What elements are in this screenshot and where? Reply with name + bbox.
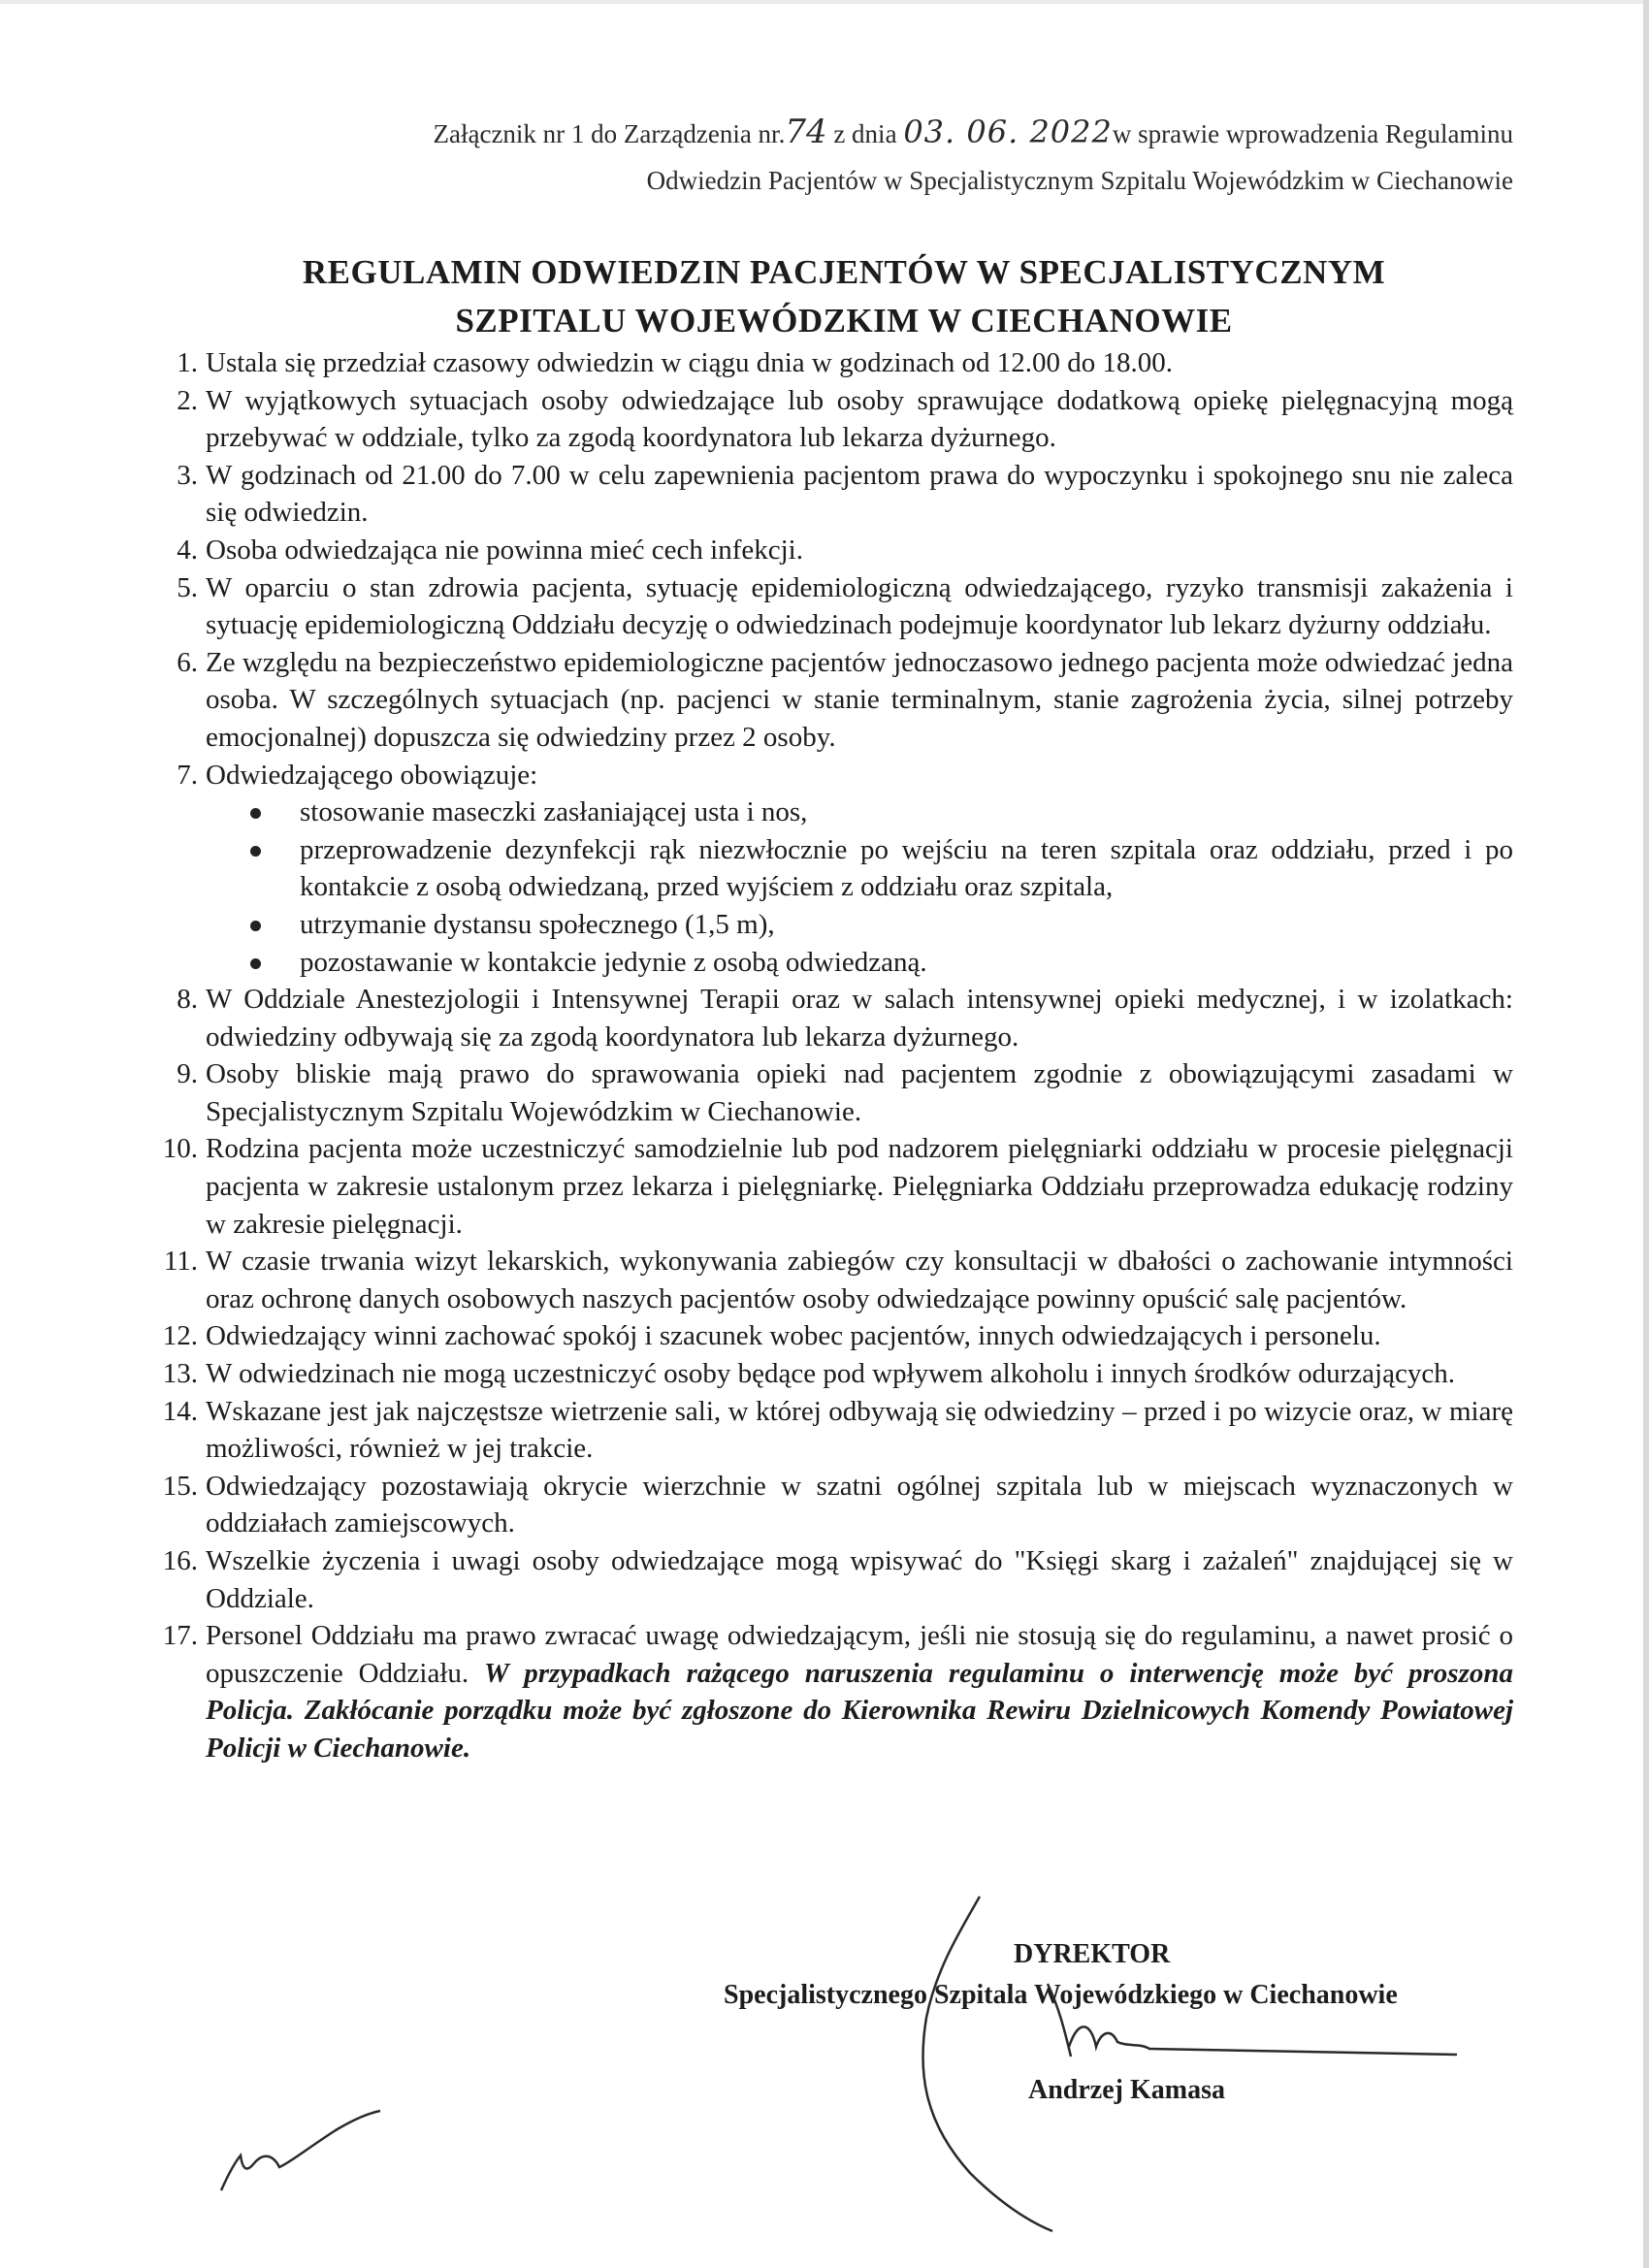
signature-name: Andrzej Kamasa <box>1028 2075 1225 2105</box>
rule-text: Osoby bliskie mają prawo do sprawowania opieki nad pacjentem zgodnie z obowiązującymi zasadami w Specjalistycznym Szpitalu Wojewódzkim w Ciechanowie. <box>206 1058 1513 1127</box>
rule-text: Wskazane jest jak najczęstsze wietrzenie sali, w której odbywają się odwiedziny – przed i po wizycie oraz, w miarę możliwości, również w jej trakcie. <box>206 1395 1513 1465</box>
bullet-text: utrzymanie dystansu społecznego (1,5 m), <box>300 908 775 940</box>
header-line-2: Odwiedzin Pacjentów w Specjalistycznym Szpitalu Wojewódzkim w Ciechanowie <box>646 166 1513 195</box>
rule-number: 12. <box>162 1320 198 1352</box>
handwritten-date: 03. 06. 2022 <box>903 113 1113 150</box>
rule-number: 10. <box>162 1133 198 1165</box>
rule-number: 1. <box>177 347 198 378</box>
title-line-2: SZPITALU WOJEWÓDZKIM W CIECHANOWIE <box>455 302 1233 340</box>
rule-number: 17. <box>162 1620 198 1652</box>
rule-text: Rodzina pacjenta może uczestniczyć samodzielnie lub pod nadzorem pielęgniarki oddziału w procesie pielęgnacji pacjenta w zakresie ustalonym przez lekarza i pielęgniarkę. Pielęgniarka Oddziału przeprowadza edukację rodziny w zakresie pielęgnacji. <box>206 1133 1513 1240</box>
signature-title: DYREKTOR <box>1014 1939 1171 1969</box>
bullet-text: przeprowadzenie dezynfekcji rąk niezwłocznie po wejściu na teren szpitala oraz oddziału, przed i po kontakcie z osobą odwiedzaną, przed wyjściem z oddziału oraz szpitala, <box>300 833 1513 903</box>
rule-text: W Oddziale Anestezjologii i Intensywnej Terapii oraz w salach intensywnej opieki medycznej, i w izolatkach: odwiedziny odbywają się za zgodą koordynatora lub lekarza dyżurnego. <box>206 984 1513 1053</box>
rule-number: 16. <box>162 1545 198 1576</box>
bullet-text: pozostawanie w kontakcie jedynie z osobą odwiedzaną. <box>300 946 927 978</box>
rule-number: 6. <box>177 646 198 678</box>
rule-text: Odwiedzającego obowiązuje: <box>206 759 538 791</box>
rule-text: Odwiedzający winni zachować spokój i szacunek wobec pacjentów, innych odwiedzających i personelu. <box>206 1320 1381 1352</box>
handwritten-order-number: 74 <box>785 113 827 151</box>
rule-number: 11. <box>163 1246 198 1278</box>
title-line-1: REGULAMIN ODWIEDZIN PACJENTÓW W SPECJALISTYCZNYM <box>302 253 1386 291</box>
rule-number: 15. <box>162 1470 198 1502</box>
rule-text: W godzinach od 21.00 do 7.00 w celu zapewnienia pacjentom prawa do wypoczynku i spokojnego snu nie zaleca się odwiedzin. <box>206 459 1513 529</box>
rule-text: Osoba odwiedzająca nie powinna mieć cech infekcji. <box>206 534 803 566</box>
rule-text: Ustala się przedział czasowy odwiedzin w ciągu dnia w godzinach od 12.00 do 18.00. <box>206 347 1173 378</box>
rule-number: 3. <box>177 459 198 491</box>
rule-number: 7. <box>177 759 198 791</box>
rule-text: Ze względu na bezpieczeństwo epidemiologiczne pacjentów jednoczasowo jednego pacjenta może odwiedzać jedna osoba. W szczególnych sytuacjach (np. pacjenci w stanie terminalnym, stanie zagrożenia życia, silnej potrzeby emocjonalnej) dopuszcza się odwiedziny przez 2 osoby. <box>206 646 1513 753</box>
header-prefix: Załącznik nr 1 do Zarządzenia nr. <box>433 119 786 148</box>
rule-number: 4. <box>177 534 198 566</box>
rule-text: W czasie trwania wizyt lekarskich, wykonywania zabiegów czy konsultacji w dbałości o zachowanie intymności oraz ochronę danych osobowych naszych pacjentów osoby odwiedzające powinny opuścić salę pacjentów. <box>206 1246 1513 1314</box>
rule-number: 13. <box>162 1358 198 1390</box>
rule-text: W oparciu o stan zdrowia pacjenta, sytuację epidemiologiczną odwiedzającego, ryzyko transmisji zakażenia i sytuację epidemiologiczną Oddziału decyzję o odwiedzinach podejmuje koordynator lub lekarz dyżurny oddziału. <box>206 571 1513 641</box>
rule-text: Odwiedzający pozostawiają okrycie wierzchnie w szatni ogólnej szpitala lub w miejscach wyznaczonych w oddziałach zamiejscowych. <box>206 1470 1513 1539</box>
header-suffix: w sprawie wprowadzenia Regulaminu <box>1112 119 1513 148</box>
rule-text: Wszelkie życzenia i uwagi osoby odwiedzające mogą wpisywać do "Księgi skarg i zażaleń" znajdującej się w Oddziale. <box>206 1545 1513 1614</box>
rule-text: W wyjątkowych sytuacjach osoby odwiedzające lub osoby sprawujące dodatkową opiekę pielęgnacyjną mogą przebywać w oddziale, tylko za zgodą koordynatora lub lekarza dyżurnego. <box>206 384 1513 454</box>
bullet-text: stosowanie maseczki zasłaniającej usta i nos, <box>300 796 808 828</box>
header-date-label: z dnia <box>826 119 904 148</box>
rule-number: 2. <box>177 384 198 416</box>
signature-organization: Specjalistycznego Szpitala Wojewódzkiego w Ciechanowie <box>724 1980 1398 2010</box>
rule-text: W odwiedzinach nie mogą uczestniczyć osoby będące pod wpływem alkoholu i innych środków odurzających. <box>206 1358 1455 1390</box>
rule-emphasis-text: W przypadkach rażącego naruszenia regulaminu o interwencję może być proszona Policja. Zakłócanie porządku może być zgłoszone do Kierownika Rewiru Dzielnicowych Komendy Powiatowej Policji w Ciechanowie. <box>206 1657 1513 1764</box>
rule-number: 9. <box>177 1058 198 1090</box>
rule-number: 14. <box>162 1395 198 1427</box>
rule-number: 8. <box>177 984 198 1016</box>
rule-number: 5. <box>177 571 198 603</box>
rule-text: Personel Oddziału ma prawo zwracać uwagę odwiedzającym, jeśli nie stosują się do regulaminu, a nawet prosić o opuszczenie Oddziału. <box>206 1620 1513 1689</box>
